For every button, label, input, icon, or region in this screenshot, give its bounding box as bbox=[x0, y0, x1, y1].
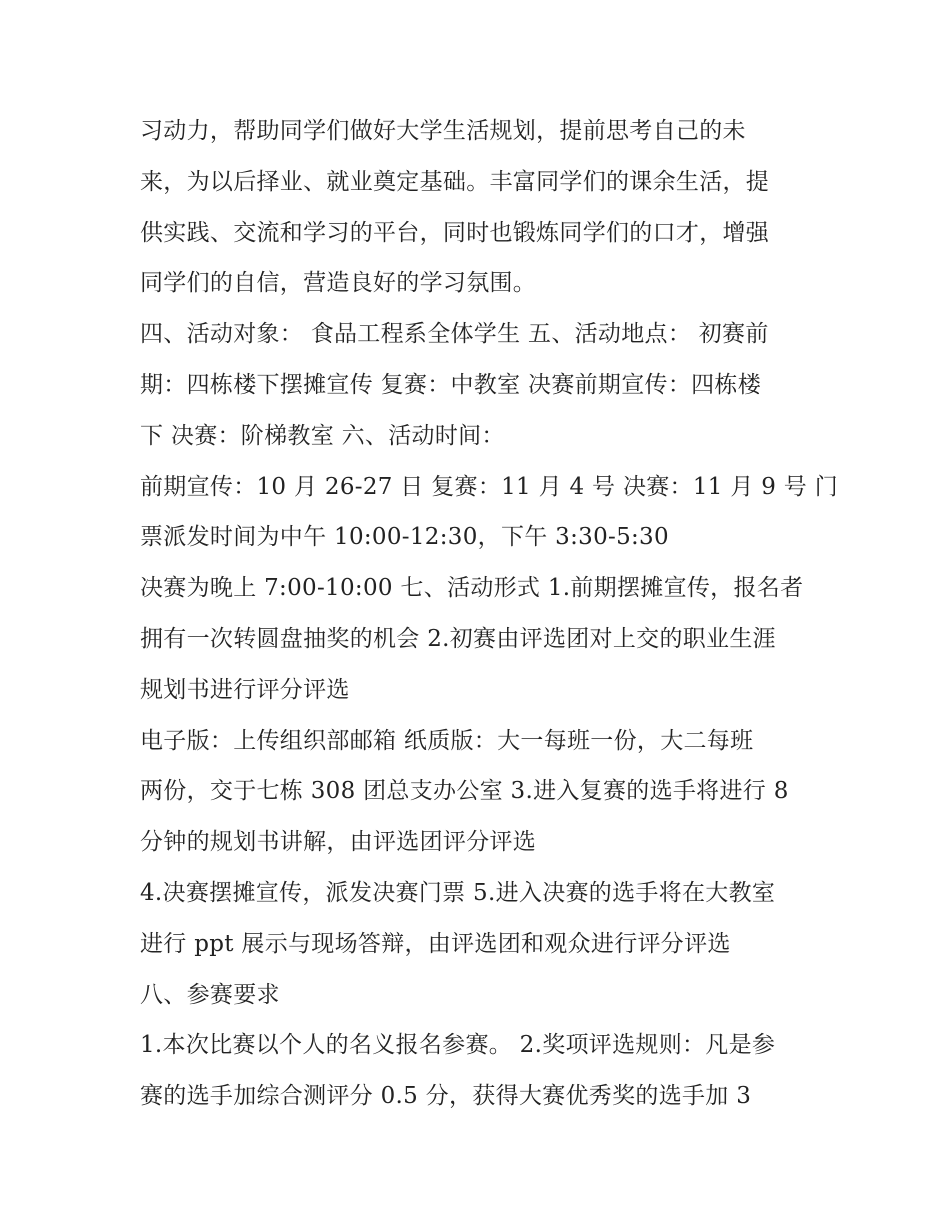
text-line: 电子版：上传组织部邮箱 纸质版：大一每班一份，大二每班 bbox=[140, 727, 754, 754]
text-line: 1.本次比赛以个人的名义报名参赛。 2.奖项评选规则：凡是参 bbox=[140, 1032, 776, 1059]
text-line: 来，为以后择业、就业奠定基础。丰富同学们的课余生活，提 bbox=[140, 168, 770, 195]
text-line: 两份，交于七栋 308 团总支办公室 3.进入复赛的选手将进行 8 bbox=[140, 778, 789, 805]
text-line: 分钟的规划书讲解，由评选团评分评选 bbox=[140, 829, 537, 856]
text-line: 进行 ppt 展示与现场答辩，由评选团和观众进行评分评选 bbox=[140, 930, 731, 957]
text-line: 票派发时间为中午 10:00-12:30，下午 3:30-5:30 bbox=[140, 524, 669, 551]
text-line: 同学们的自信，营造良好的学习氛围。 bbox=[140, 270, 537, 297]
text-line: 四、活动对象： 食品工程系全体学生 五、活动地点： 初赛前 bbox=[140, 321, 769, 348]
text-line: 习动力，帮助同学们做好大学生活规划，提前思考自己的未 bbox=[140, 118, 746, 144]
text-line: 下 决赛：阶梯教室 六、活动时间： bbox=[140, 422, 505, 449]
text-line: 拥有一次转圆盘抽奖的机会 2.初赛由评选团对上交的职业生涯 bbox=[140, 625, 776, 652]
text-line: 决赛为晚上 7:00-10:00 七、活动形式 1.前期摆摊宣传，报名者 bbox=[140, 575, 804, 602]
text-line: 期：四栋楼下摆摊宣传 复赛：中教室 决赛前期宣传：四栋楼 bbox=[140, 371, 762, 398]
text-line: 赛的选手加综合测评分 0.5 分，获得大赛优秀奖的选手加 3 bbox=[140, 1083, 752, 1110]
text-line: 前期宣传：10 月 26-27 日 复赛：11 月 4 号 决赛：11 月 9 号 门 bbox=[140, 473, 839, 500]
text-line: 4.决赛摆摊宣传，派发决赛门票 5.进入决赛的选手将在大教室 bbox=[140, 879, 776, 906]
document-body bbox=[140, 106, 839, 1122]
text-line: 规划书进行评分评选 bbox=[140, 676, 350, 703]
section-heading: 八、参赛要求 bbox=[140, 981, 280, 1008]
text-line: 供实践、交流和学习的平台，同时也锻炼同学们的口才，增强 bbox=[140, 219, 770, 246]
